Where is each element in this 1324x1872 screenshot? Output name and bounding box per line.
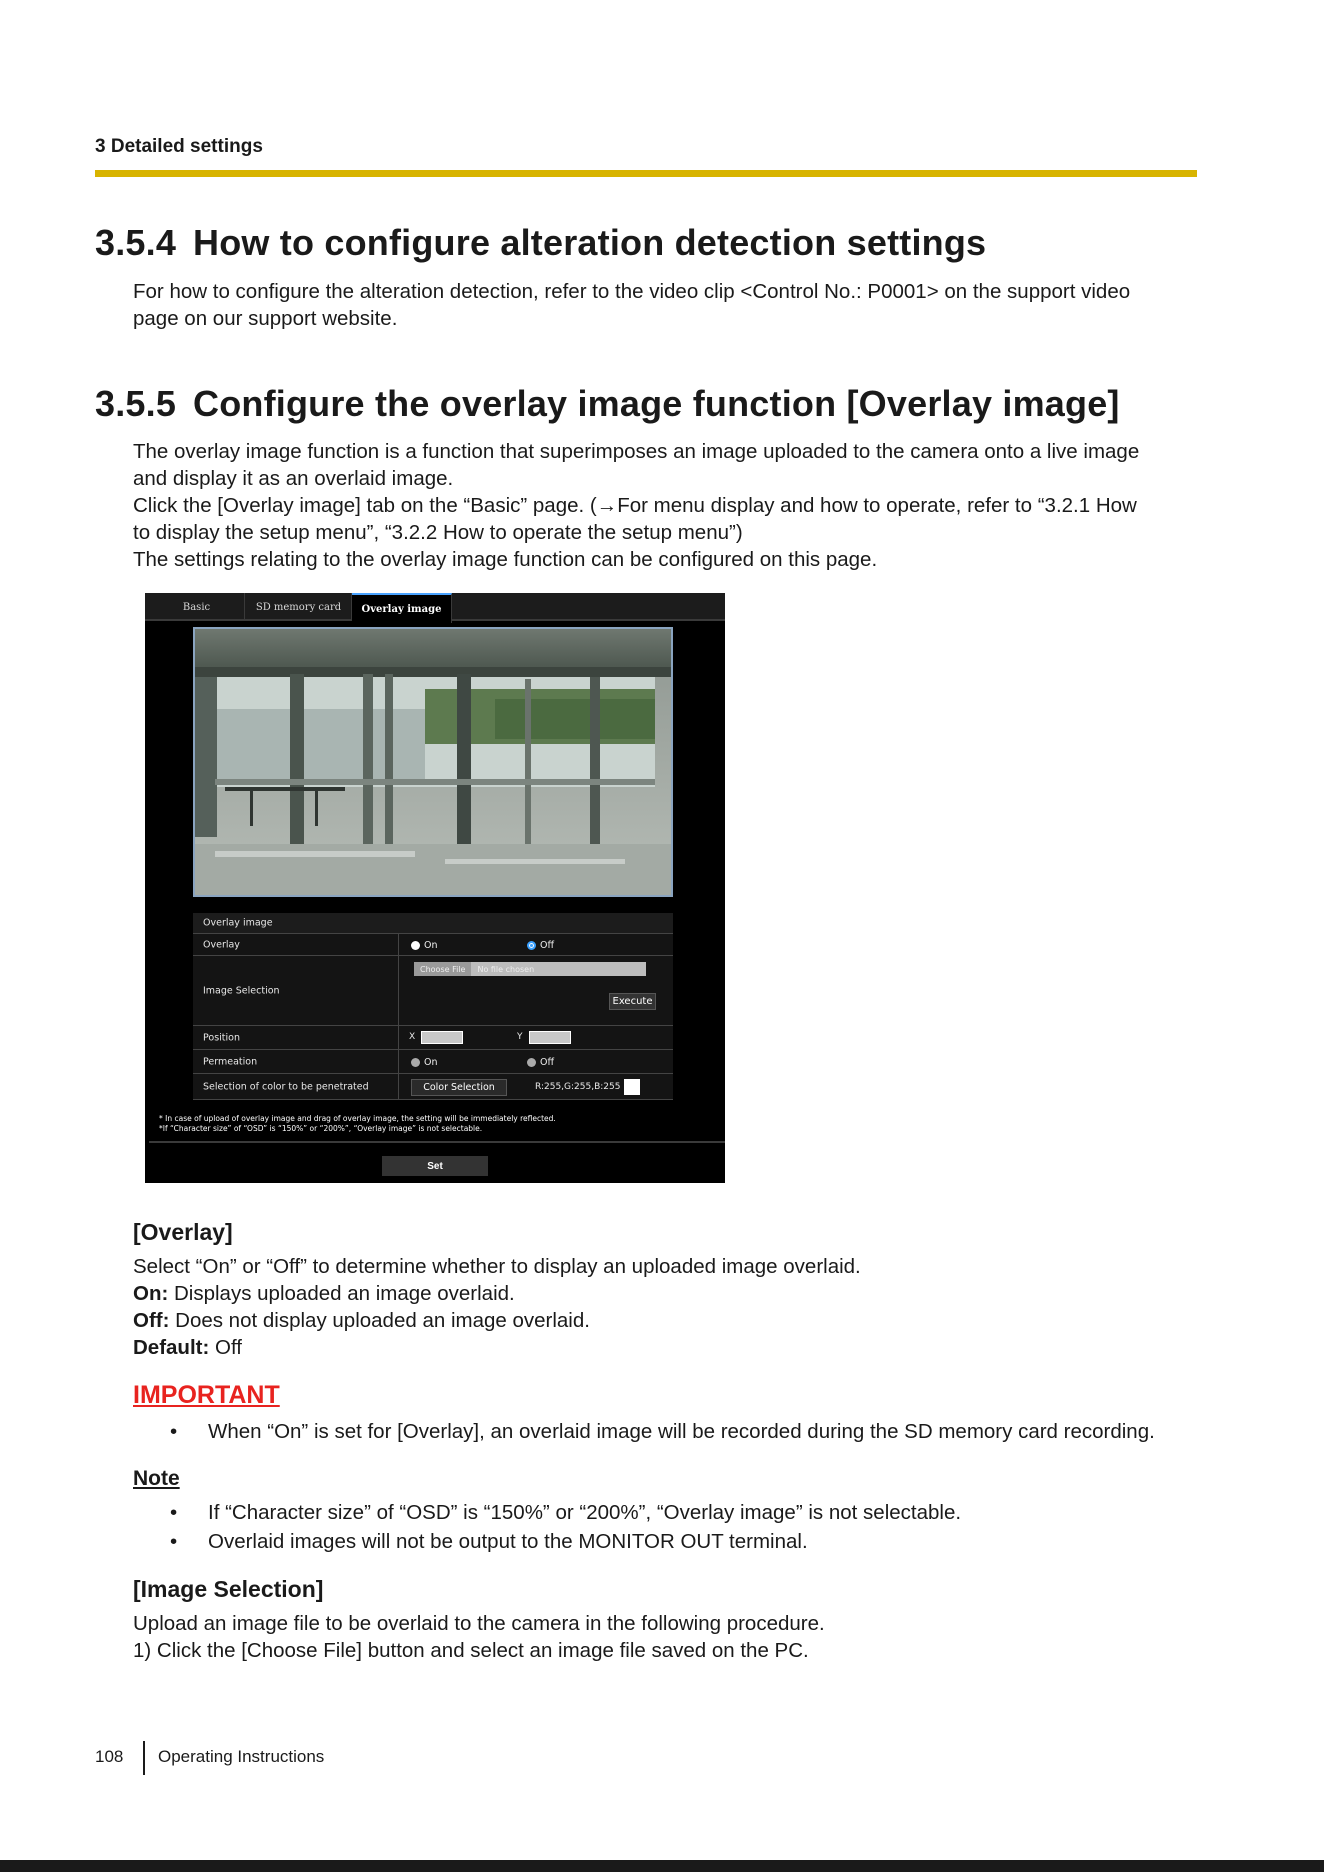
color-selection-button[interactable]: Color Selection — [411, 1079, 507, 1096]
overlay-off-label: Off — [540, 940, 555, 951]
permeation-off-radio[interactable] — [527, 1057, 554, 1068]
on-term: On: — [133, 1282, 169, 1305]
overlay-row — [193, 934, 673, 956]
overlay-on-line — [133, 1280, 1201, 1307]
overlay-off-radio[interactable] — [527, 940, 554, 951]
body-line: to display the setup menu”, “3.2.2 How to operate the setup menu”) — [133, 521, 743, 544]
bullet-text: When “On” is set for [Overlay], an overlaid image will be recorded during the SD memory card recording. — [208, 1420, 1155, 1443]
note-line: *If “Character size” of “OSD” is “150%” or “200%”, “Overlay image” is not selectable. — [159, 1124, 483, 1133]
body-line: Click the [Overlay image] tab on the “Basic” page. (→For menu display and how to operate, refer to “3.2.1 How — [133, 494, 1137, 517]
overlay-desc-line: Select “On” or “Off” to determine whether to display an uploaded image overlaid. — [133, 1255, 861, 1278]
page-number: 108 — [95, 1747, 124, 1766]
footer-divider — [143, 1741, 145, 1775]
note-line: * In case of upload of overlay image and drag of overlay image, the setting will be immediately reflected. — [159, 1114, 556, 1123]
note-heading: Note — [133, 1467, 180, 1490]
section-number: 3.5.4 — [95, 222, 177, 263]
section-number: 3.5.5 — [95, 383, 177, 424]
tab-sd-memory-card[interactable]: SD memory card — [246, 593, 352, 621]
camera-scene-image — [195, 629, 671, 895]
position-row — [193, 1026, 673, 1050]
image-selection-row — [193, 956, 673, 1026]
radio-dot-icon — [411, 941, 420, 950]
radio-selected-icon — [527, 941, 536, 950]
section-355-body — [133, 438, 1201, 573]
overlay-label: Overlay — [203, 939, 240, 950]
overlay-on-label: On — [424, 940, 438, 951]
footer-title: Operating Instructions — [158, 1747, 325, 1766]
chapter-header: 3 Detailed settings — [95, 136, 263, 157]
permeation-row — [193, 1050, 673, 1074]
tab-overlay-image[interactable]: Overlay image — [352, 593, 452, 623]
x-label: X — [409, 1032, 416, 1042]
body-line: The settings relating to the overlay image function can be configured on this page. — [133, 548, 878, 571]
overlay-off-line — [133, 1307, 1201, 1334]
image-selection-line: 1) Click the [Choose File] button and select an image file saved on the PC. — [133, 1639, 809, 1662]
image-selection-line: Upload an image file to be overlaid to the camera in the following procedure. — [133, 1612, 825, 1635]
tab-basic[interactable]: Basic — [149, 593, 245, 621]
image-selection-heading: [Image Selection] — [133, 1576, 324, 1602]
color-value: R:255,G:255,B:255 — [535, 1082, 621, 1092]
no-file-text: No file chosen — [477, 964, 535, 974]
radio-dot-icon — [527, 1058, 536, 1067]
bullet-icon: • — [170, 1530, 178, 1553]
note-bullet — [170, 1501, 961, 1525]
live-camera-image — [193, 627, 673, 897]
overlay-settings-panel — [193, 913, 673, 1100]
color-selection-row — [193, 1074, 673, 1100]
note-bullet — [170, 1530, 808, 1554]
section-title: How to configure alteration detection settings — [193, 222, 987, 263]
section-heading-354 — [95, 222, 986, 264]
set-button[interactable]: Set — [382, 1156, 488, 1176]
position-y-input[interactable] — [529, 1031, 571, 1044]
overlay-heading: [Overlay] — [133, 1219, 233, 1245]
permeation-off-label: Off — [540, 1057, 555, 1068]
on-desc: Displays uploaded an image overlaid. — [168, 1282, 515, 1305]
bullet-text: Overlaid images will not be output to the MONITOR OUT terminal. — [208, 1530, 808, 1553]
body-line: For how to configure the alteration detection, refer to the video clip <Control No.: P0001> on the support video — [133, 280, 1131, 303]
panel-title-row — [193, 913, 673, 934]
important-heading: IMPORTANT — [133, 1381, 280, 1409]
radio-dot-icon — [411, 1058, 420, 1067]
tab-bar — [145, 593, 725, 621]
bullet-icon: • — [170, 1501, 178, 1524]
body-line: The overlay image function is a function that superimposes an image uploaded to the camera onto a live image — [133, 440, 1140, 463]
page-bottom-edge — [0, 1860, 1324, 1872]
screenshot-notes — [159, 1114, 556, 1134]
bullet-icon: • — [170, 1420, 178, 1443]
panel-title: Overlay image — [203, 917, 273, 929]
permeation-on-label: On — [424, 1057, 438, 1068]
color-selection-label: Selection of color to be penetrated — [203, 1081, 369, 1092]
section-354-body — [133, 278, 1201, 332]
execute-button[interactable]: Execute — [609, 993, 656, 1010]
body-line: and display it as an overlaid image. — [133, 467, 454, 490]
off-desc: Does not display uploaded an image overlaid. — [169, 1309, 590, 1332]
set-divider — [149, 1141, 725, 1143]
file-chooser[interactable] — [414, 962, 646, 976]
important-bullet — [170, 1420, 1155, 1444]
permeation-value-cell — [398, 1050, 673, 1073]
position-value-cell — [398, 1026, 673, 1049]
image-selection-label: Image Selection — [203, 985, 280, 996]
section-title: Configure the overlay image function [Overlay image] — [193, 383, 1120, 424]
overlay-on-radio[interactable] — [411, 940, 438, 951]
default-term: Default: — [133, 1336, 210, 1359]
section-heading-355 — [95, 383, 1120, 425]
position-x-input[interactable] — [421, 1031, 463, 1044]
overlay-value-cell — [398, 934, 673, 955]
image-selection-value-cell — [398, 956, 673, 1025]
y-label: Y — [517, 1032, 523, 1042]
color-swatch — [624, 1079, 640, 1095]
default-value: Off — [209, 1336, 242, 1359]
image-selection-description — [133, 1610, 1201, 1664]
overlay-default-line — [133, 1334, 1201, 1361]
bullet-text: If “Character size” of “OSD” is “150%” or “200%”, “Overlay image” is not selectable. — [208, 1501, 962, 1524]
overlay-description — [133, 1253, 1201, 1361]
color-selection-value-cell — [398, 1074, 673, 1099]
position-label: Position — [203, 1032, 240, 1043]
off-term: Off: — [133, 1309, 170, 1332]
permeation-label: Permeation — [203, 1056, 258, 1067]
header-rule — [95, 170, 1197, 177]
choose-file-button[interactable]: Choose File — [414, 962, 471, 976]
permeation-on-radio[interactable] — [411, 1057, 438, 1068]
overlay-settings-screenshot — [145, 593, 725, 1183]
body-line: page on our support website. — [133, 307, 398, 330]
